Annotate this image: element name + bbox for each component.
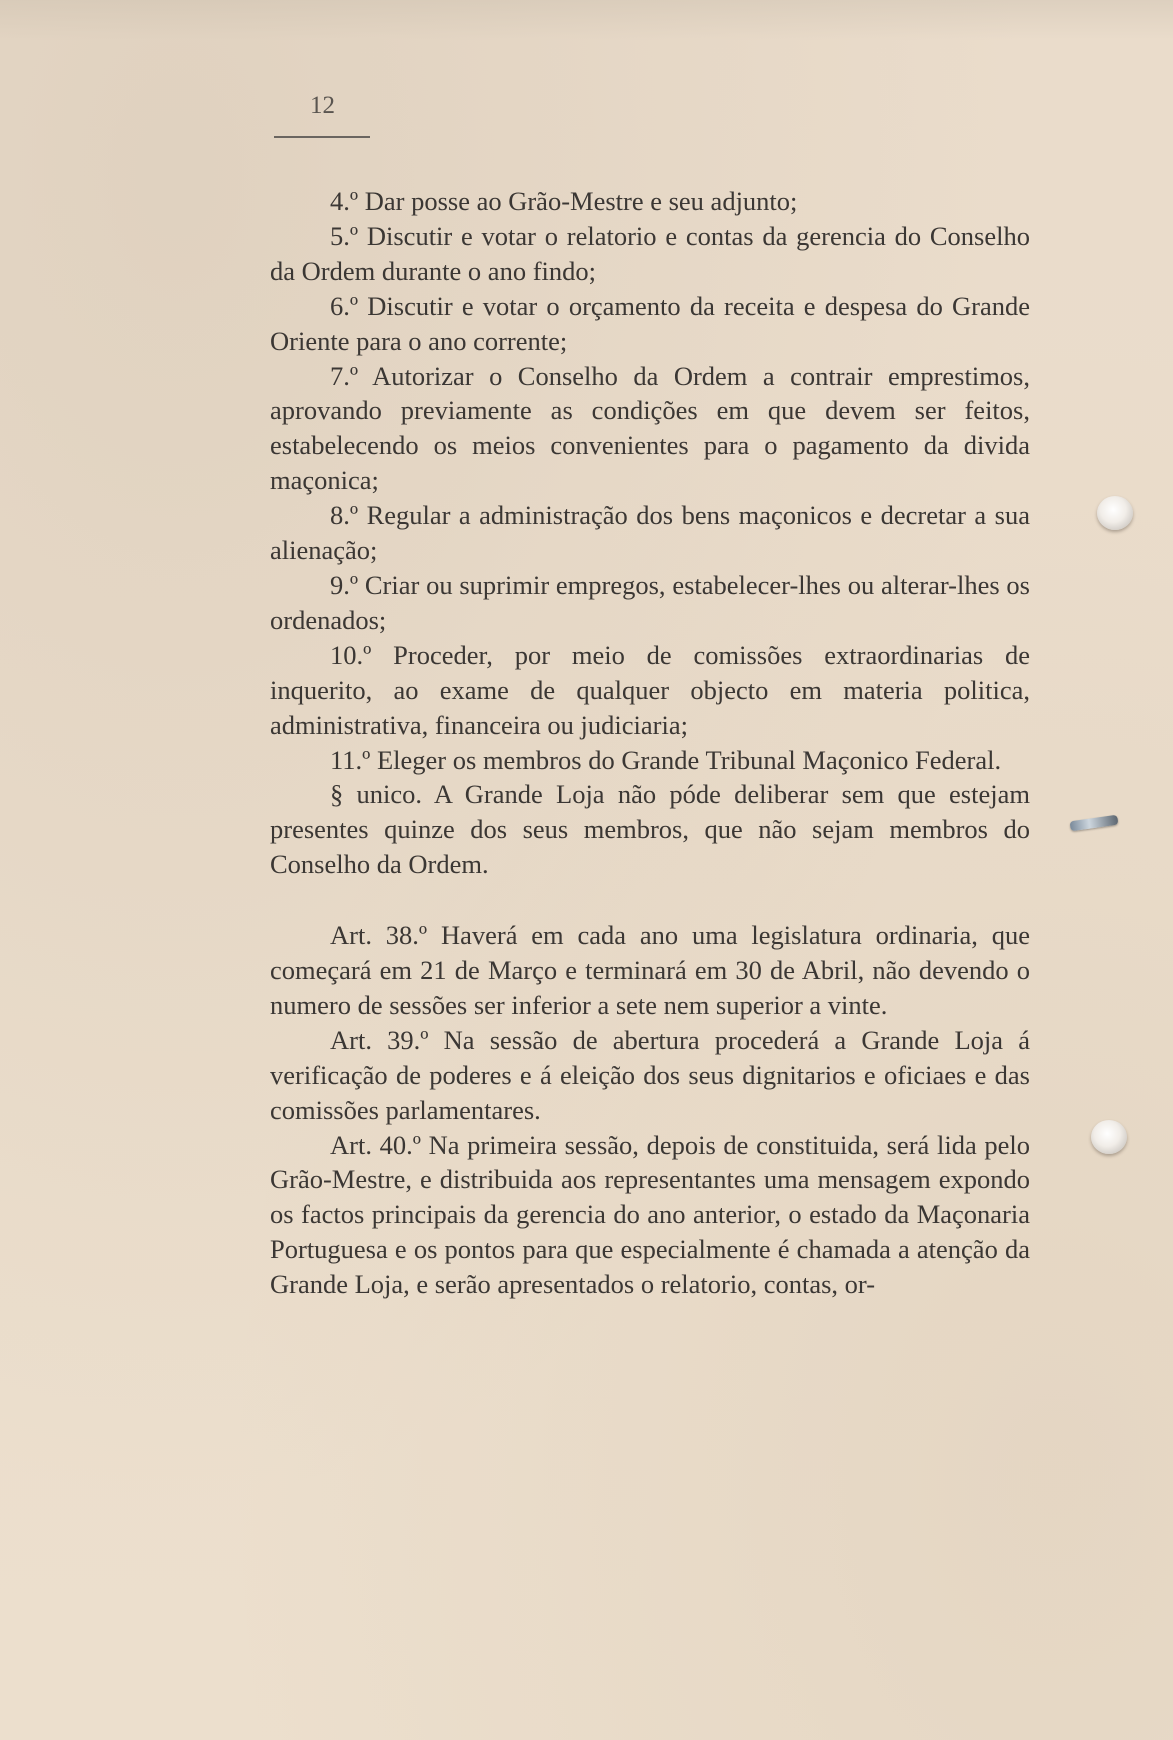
item-7: 7.º Autorizar o Conselho da Ordem a contrair emprestimos, aprovando previamente as condições em que devem ser feitos, estabelecendo os meios convenientes para o pagamento da divida maçonica; — [270, 360, 1030, 496]
item-9: 9.º Criar ou suprimir empregos, estabelecer-lhes ou alterar-lhes os ordenados; — [270, 569, 1030, 635]
header-rule — [274, 136, 370, 138]
section-gap — [270, 882, 1030, 918]
body-text — [270, 184, 1030, 1302]
item-6: 6.º Discutir e votar o orçamento da receita e despesa do Grande Oriente para o ano corrente; — [270, 290, 1030, 356]
item-5: 5.º Discutir e votar o relatorio e contas da gerencia do Conselho da Ordem durante o ano findo; — [270, 220, 1030, 286]
item-11: 11.º Eleger os membros do Grande Tribunal Maçonico Federal. — [330, 744, 1002, 775]
item-8: 8.º Regular a administração dos bens maçonicos e decretar a sua alienação; — [270, 500, 1030, 566]
item-4: 4.º Dar posse ao Grão-Mestre e seu adjunto; — [330, 186, 798, 216]
pin-icon — [1070, 815, 1119, 832]
paragraph-unico: § unico. A Grande Loja não póde deliberar sem que estejam presentes quinze dos seus membros, que não sejam membros do Conselho da Ordem. — [270, 779, 1030, 880]
page-number: 12 — [310, 92, 335, 119]
item-10: 10.º Proceder, por meio de comissões extraordinarias de inquerito, ao exame de qualquer objecto em materia politica, administrativa, financeira ou judiciaria; — [270, 639, 1030, 740]
article-38: Art. 38.º Haverá em cada ano uma legislatura ordinaria, que começará em 21 de Março e terminará em 30 de Abril, não devendo o numero de sessões ser inferior a sete nem superior a vinte. — [270, 920, 1030, 1020]
article-39: Art. 39.º Na sessão de abertura procederá a Grande Loja á verificação de poderes e á eleição dos seus dignitarios e oficiaes e das comissões parlamentares. — [270, 1024, 1030, 1125]
paper-clip-icon — [1097, 496, 1133, 530]
article-40: Art. 40.º Na primeira sessão, depois de constituida, será lida pelo Grão-Mestre, e distribuida aos representantes uma mensagem expondo os factos principais da gerencia do ano anterior, o estado da Maçonaria Portuguesa e os pontos para que especialmente é chamada a atenção da Grande Loja, e serão apresentados o relatorio, contas, or- — [270, 1129, 1030, 1300]
paper-clip-icon — [1091, 1120, 1127, 1154]
